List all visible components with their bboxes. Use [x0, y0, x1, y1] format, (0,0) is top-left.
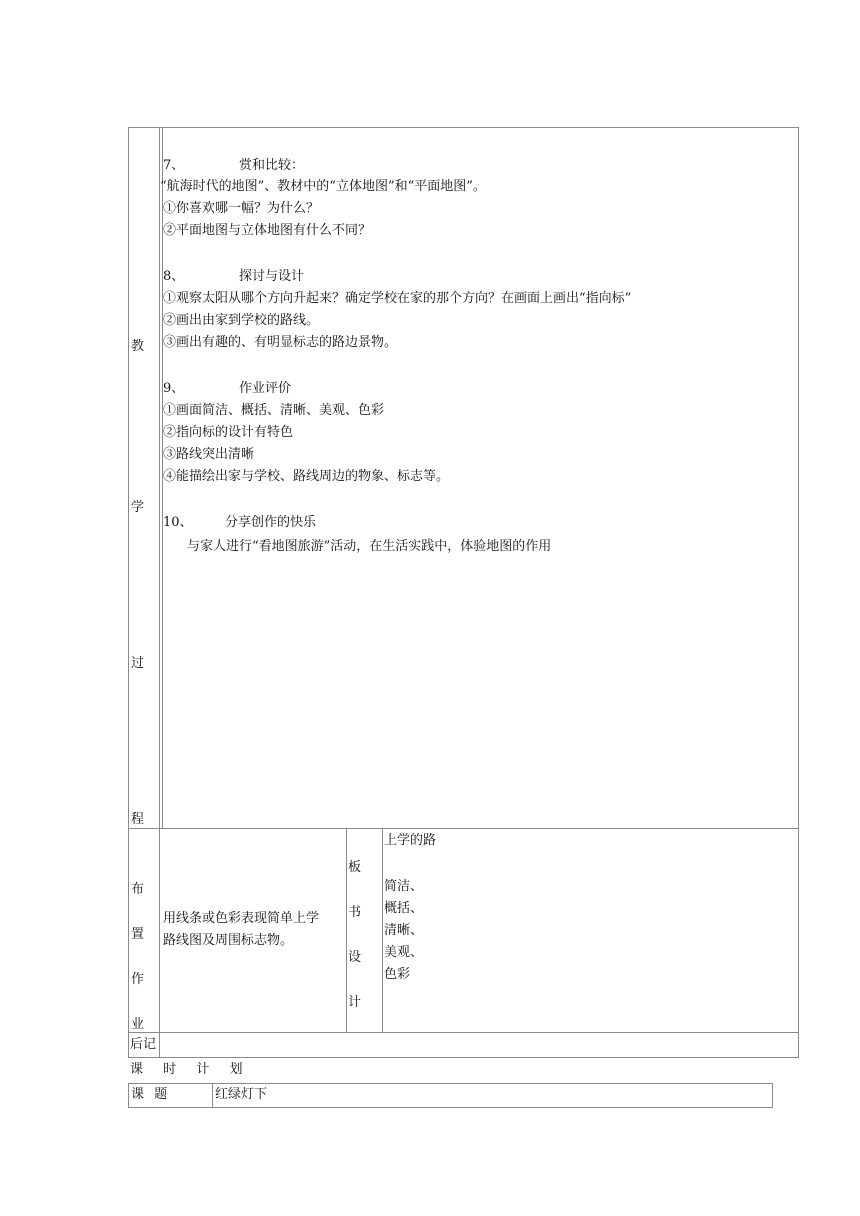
heading-char: 计	[196, 1062, 210, 1077]
side-label-char: 作	[131, 972, 145, 987]
topic-divider	[212, 1083, 213, 1108]
side-label-char: 布	[131, 882, 145, 897]
section-line: ③路线突出清晰	[163, 447, 255, 462]
homework-divider-1	[346, 828, 347, 1032]
board-item: 简洁、	[384, 879, 424, 894]
section-line: ①观察太阳从哪个方向升起来？确定学校在家的那个方向？在画面上画出“指向标”	[163, 291, 632, 306]
section-line: “航海时代的地图”、教材中的“立体地图”和“平面地图”。	[160, 179, 486, 194]
board-item: 色彩	[384, 967, 411, 982]
section-line: ②平面地图与立体地图有什么不同？	[163, 223, 372, 238]
section-number: 10、	[163, 515, 193, 530]
section-heading	[163, 268, 305, 286]
board-title: 上学的路	[384, 833, 437, 848]
board-label-char: 书	[348, 905, 362, 920]
section-line: ①你喜欢哪一幅？为什么？	[163, 201, 320, 216]
section-line: ③画出有趣的、有明显标志的路边景物。	[163, 335, 398, 350]
topic-label-char: 课	[131, 1087, 145, 1102]
board-label-char: 板	[348, 860, 362, 875]
heading-char: 划	[229, 1062, 243, 1077]
board-item: 清晰、	[384, 923, 424, 938]
section-title: 赏和比较：	[239, 158, 305, 173]
topic-label	[131, 1086, 167, 1104]
row-divider-homework	[128, 1032, 799, 1033]
section-line: 与家人进行“看地图旅游”活动，在生活实践中，体验地图的作用	[187, 539, 552, 554]
section-number: 7、	[163, 158, 185, 173]
left-column-divider	[159, 127, 160, 1058]
notes-label: 后记	[130, 1037, 157, 1052]
heading-char: 时	[163, 1062, 177, 1077]
board-label-char: 计	[348, 995, 362, 1010]
topic-value: 红绿灯下	[215, 1087, 268, 1102]
row-divider-process	[128, 828, 799, 829]
homework-text-line: 路线图及周围标志物。	[163, 933, 294, 948]
section-number: 9、	[163, 381, 185, 396]
section-heading	[163, 157, 305, 175]
heading-char: 课	[130, 1062, 144, 1077]
side-label-char: 业	[131, 1017, 145, 1032]
section-title: 作业评价	[239, 381, 292, 396]
side-label-char: 学	[131, 500, 145, 515]
side-label-char: 程	[131, 812, 145, 827]
section-line: ②画出由家到学校的路线。	[163, 313, 320, 328]
section-line: ②指向标的设计有特色	[163, 425, 294, 440]
board-item: 概括、	[384, 901, 424, 916]
board-label-char: 设	[348, 950, 362, 965]
section-title: 分享创作的快乐	[225, 515, 317, 530]
section-line: ④能描绘出家与学校、路线周边的物象、标志等。	[163, 469, 450, 484]
section-number: 8、	[163, 269, 185, 284]
section-title: 探讨与设计	[239, 269, 305, 284]
section-line: ①画面简洁、概括、清晰、美观、色彩	[163, 403, 385, 418]
side-label-char: 置	[131, 927, 145, 942]
board-item: 美观、	[384, 945, 424, 960]
lesson-plan-heading	[130, 1061, 242, 1079]
side-label-char: 教	[131, 339, 145, 354]
side-label-char: 过	[131, 656, 145, 671]
section-heading	[163, 514, 317, 532]
section-heading	[163, 380, 292, 398]
homework-divider-2	[382, 828, 383, 1032]
homework-text-line: 用线条或色彩表现简单上学	[163, 911, 320, 926]
topic-label-char: 题	[154, 1087, 168, 1102]
